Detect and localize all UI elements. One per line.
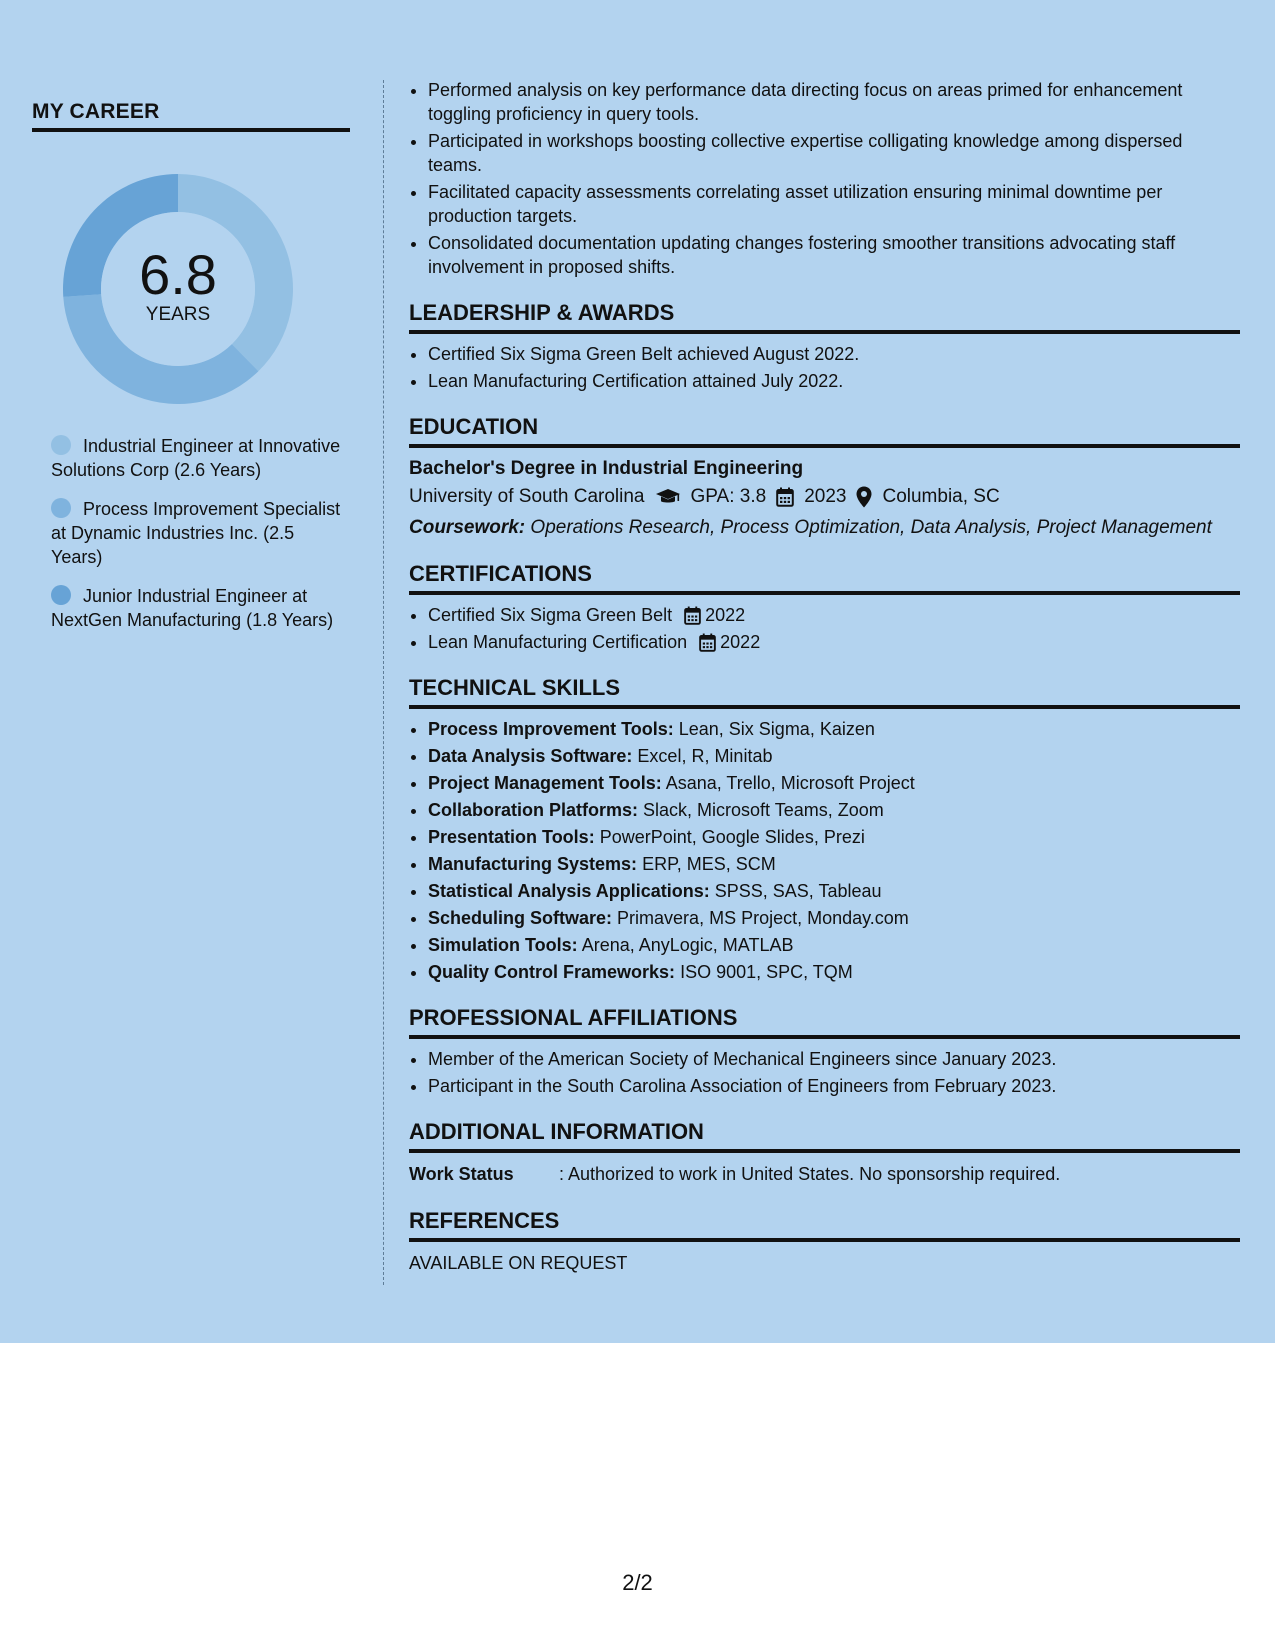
donut-center bbox=[63, 174, 293, 404]
skill-label: Collaboration Platforms: bbox=[428, 800, 639, 820]
skill-item bbox=[428, 798, 1240, 822]
education-school: University of South Carolina bbox=[409, 486, 645, 507]
skill-label: Project Management Tools: bbox=[428, 773, 662, 793]
experience-bullet: • Consolidated documentation updating changes fostering smoother transitions advocating staff involvement in proposed shifts. bbox=[428, 231, 1240, 279]
skill-item bbox=[428, 852, 1240, 876]
career-title: MY CAREER bbox=[32, 78, 350, 132]
legend-item bbox=[51, 584, 341, 632]
skill-item bbox=[428, 960, 1240, 984]
map-pin-icon bbox=[856, 486, 872, 508]
leadership-item: • Lean Manufacturing Certification attained July 2022. bbox=[428, 369, 1240, 393]
coursework-label: Coursework: bbox=[409, 517, 526, 538]
skill-label: Manufacturing Systems: bbox=[428, 854, 638, 874]
education-location: Columbia, SC bbox=[882, 486, 1000, 507]
calendar-icon bbox=[699, 633, 716, 652]
coursework-list: Operations Research, Process Optimization, Data Analysis, Project Management bbox=[530, 517, 1212, 538]
leadership-list bbox=[409, 342, 1240, 393]
skill-value: ISO 9001, SPC, TQM bbox=[680, 962, 853, 982]
education-degree: Bachelor's Degree in Industrial Engineering bbox=[409, 458, 804, 479]
skill-label: Quality Control Frameworks: bbox=[428, 962, 676, 982]
skill-value: Asana, Trello, Microsoft Project bbox=[665, 773, 915, 793]
skill-value: Primavera, MS Project, Monday.com bbox=[617, 908, 909, 928]
skill-item bbox=[428, 879, 1240, 903]
affiliations-title: PROFESSIONAL AFFILIATIONS bbox=[409, 1004, 1240, 1039]
skill-item bbox=[428, 906, 1240, 930]
affiliations-list bbox=[409, 1047, 1240, 1098]
work-status-value: : Authorized to work in United States. No sponsorship required. bbox=[559, 1164, 1061, 1184]
references-title: REFERENCES bbox=[409, 1207, 1240, 1242]
career-legend bbox=[51, 434, 341, 632]
skill-label: Data Analysis Software: bbox=[428, 746, 633, 766]
column-divider bbox=[383, 80, 384, 1285]
legend-label: Process Improvement Specialist at Dynamic Industries Inc. (2.5 Years) bbox=[51, 499, 341, 567]
skills-title: TECHNICAL SKILLS bbox=[409, 674, 1240, 709]
legend-dot-icon bbox=[51, 435, 71, 455]
skill-value: Arena, AnyLogic, MATLAB bbox=[581, 935, 794, 955]
skill-value: Excel, R, Minitab bbox=[637, 746, 773, 766]
experience-bullet: • Participated in workshops boosting collective expertise colligating knowledge among dispersed teams. bbox=[428, 129, 1240, 177]
page-number: 2/2 bbox=[622, 1570, 653, 1595]
education-details bbox=[409, 482, 1240, 512]
education-year: 2023 bbox=[804, 486, 847, 507]
skill-value: ERP, MES, SCM bbox=[642, 854, 776, 874]
certification-name: • Lean Manufacturing Certification bbox=[428, 632, 688, 652]
skill-label: Statistical Analysis Applications: bbox=[428, 881, 710, 901]
certification-item bbox=[428, 630, 1240, 654]
affiliation-item: • Member of the American Society of Mechanical Engineers since January 2023. bbox=[428, 1047, 1240, 1071]
skill-value: PowerPoint, Google Slides, Prezi bbox=[599, 827, 865, 847]
legend-dot-icon bbox=[51, 498, 71, 518]
skill-label: Presentation Tools: bbox=[428, 827, 595, 847]
right-column bbox=[409, 78, 1240, 1276]
skill-value: SPSS, SAS, Tableau bbox=[714, 881, 882, 901]
skill-item bbox=[428, 933, 1240, 957]
total-years-value: 6.8 bbox=[139, 243, 217, 306]
skill-item bbox=[428, 771, 1240, 795]
graduation-cap-icon bbox=[655, 488, 681, 506]
left-column bbox=[32, 78, 350, 647]
certifications-list bbox=[409, 603, 1240, 654]
skill-value: Lean, Six Sigma, Kaizen bbox=[678, 719, 875, 739]
skill-item bbox=[428, 744, 1240, 768]
skill-item bbox=[428, 825, 1240, 849]
education-coursework bbox=[409, 516, 1240, 540]
affiliation-item: • Participant in the South Carolina Association of Engineers from February 2023. bbox=[428, 1074, 1240, 1098]
leadership-title: LEADERSHIP & AWARDS bbox=[409, 299, 1240, 334]
skill-label: Process Improvement Tools: bbox=[428, 719, 674, 739]
education-title: EDUCATION bbox=[409, 413, 1240, 448]
certification-year: 2022 bbox=[720, 632, 761, 652]
skill-item bbox=[428, 717, 1240, 741]
references-text: AVAILABLE ON REQUEST bbox=[409, 1253, 628, 1273]
education-gpa: GPA: 3.8 bbox=[690, 486, 767, 507]
calendar-icon bbox=[776, 487, 794, 507]
certifications-title: CERTIFICATIONS bbox=[409, 560, 1240, 595]
skill-label: Scheduling Software: bbox=[428, 908, 613, 928]
certification-name: • Certified Six Sigma Green Belt bbox=[428, 605, 673, 625]
leadership-item: • Certified Six Sigma Green Belt achieved August 2022. bbox=[428, 342, 1240, 366]
career-donut-chart bbox=[63, 174, 293, 404]
total-years-unit: YEARS bbox=[145, 304, 211, 325]
work-status-label: Work Status bbox=[409, 1164, 514, 1184]
legend-label: Junior Industrial Engineer at NextGen Manufacturing (1.8 Years) bbox=[51, 586, 334, 630]
experience-bullets bbox=[409, 78, 1240, 279]
work-status-row bbox=[409, 1161, 1240, 1187]
certification-item bbox=[428, 603, 1240, 627]
legend-item bbox=[51, 434, 341, 482]
experience-bullet: • Performed analysis on key performance data directing focus on areas primed for enhancement toggling proficiency in query tools. bbox=[428, 78, 1240, 126]
skills-list bbox=[409, 717, 1240, 984]
skill-value: Slack, Microsoft Teams, Zoom bbox=[643, 800, 884, 820]
additional-info-title: ADDITIONAL INFORMATION bbox=[409, 1118, 1240, 1153]
legend-dot-icon bbox=[51, 585, 71, 605]
legend-label: Industrial Engineer at Innovative Solutions Corp (2.6 Years) bbox=[51, 436, 341, 480]
skill-label: Simulation Tools: bbox=[428, 935, 578, 955]
calendar-icon bbox=[684, 606, 701, 625]
experience-bullet: • Facilitated capacity assessments correlating asset utilization ensuring minimal downtime per production targets. bbox=[428, 180, 1240, 228]
legend-item bbox=[51, 497, 341, 569]
certification-year: 2022 bbox=[705, 605, 746, 625]
